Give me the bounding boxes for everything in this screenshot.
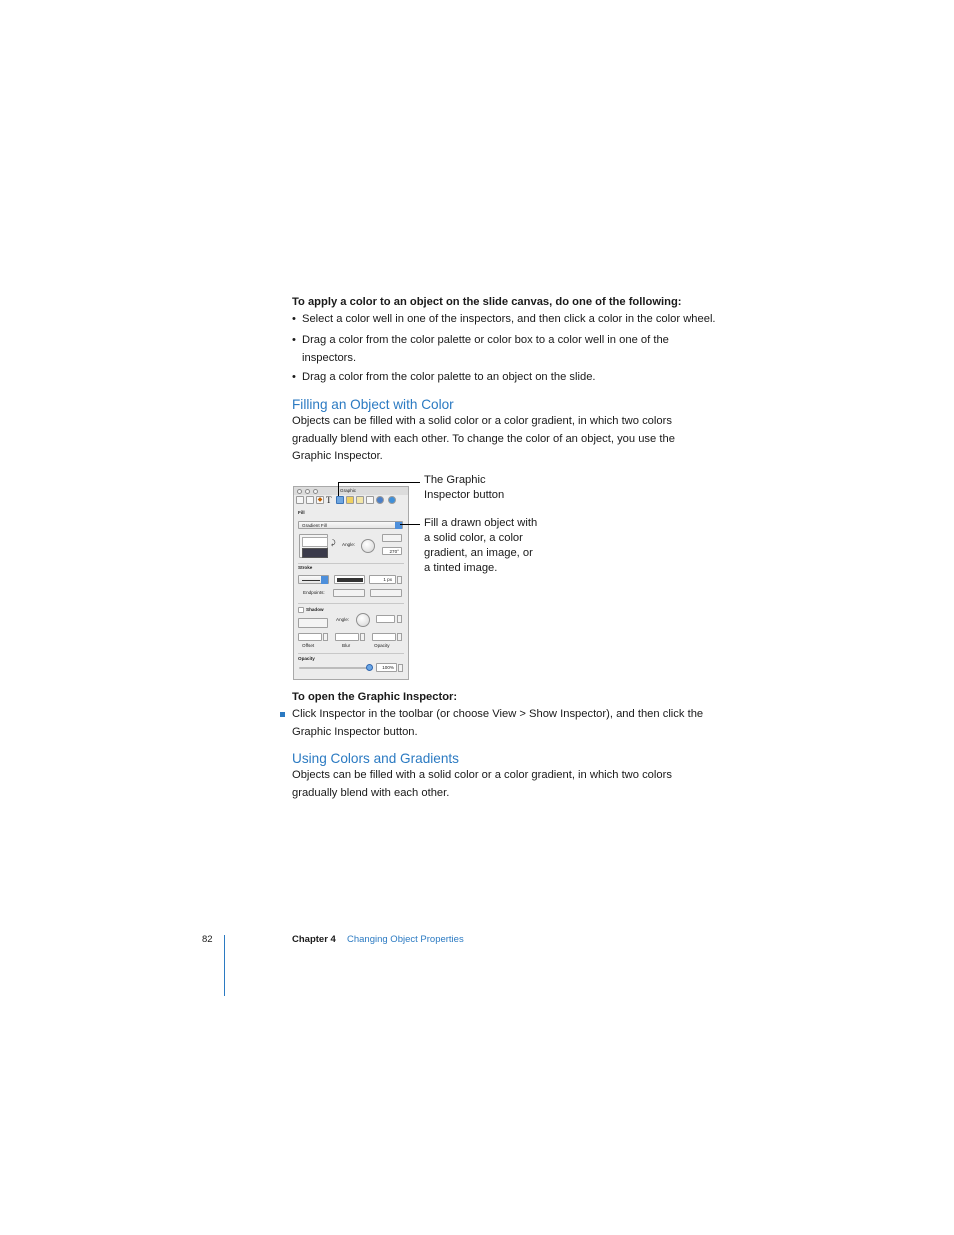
stroke-style-popup[interactable] xyxy=(298,575,329,584)
document-inspector-icon[interactable] xyxy=(296,496,304,504)
shadow-angle-wheel[interactable] xyxy=(356,613,370,627)
window-titlebar xyxy=(294,487,408,495)
chevron-down-icon xyxy=(321,576,328,584)
shadow-opacity-stepper[interactable] xyxy=(397,633,402,641)
shadow-color-well[interactable] xyxy=(298,618,328,628)
hyperlink-inspector-icon[interactable] xyxy=(376,496,384,504)
angle-label: Angle: xyxy=(342,542,356,547)
window-title: Graphic xyxy=(340,488,357,493)
divider xyxy=(298,563,404,564)
table-inspector-icon[interactable] xyxy=(356,496,364,504)
blur-label: Blur xyxy=(342,643,351,648)
section-body: Objects can be filled with a solid color or a color gradient, in which two colors gradually blend with each other. xyxy=(292,769,672,799)
angle-wheel[interactable] xyxy=(361,539,375,553)
gradient-end-color-well[interactable] xyxy=(302,548,328,558)
section-heading: Using Colors and Gradients xyxy=(292,751,459,766)
line-style-icon xyxy=(302,580,320,581)
intro-lead: To apply a color to an object on the slide canvas, do one of the following: xyxy=(292,296,682,308)
shadow-angle-stepper[interactable] xyxy=(397,615,402,623)
end-endpoint-popup[interactable] xyxy=(370,589,402,597)
footer-divider xyxy=(224,935,225,996)
square-bullet-icon xyxy=(280,712,285,717)
shadow-opacity-field[interactable] xyxy=(372,633,396,641)
opacity-section-label: Opacity xyxy=(298,656,315,661)
stroke-color-well[interactable] xyxy=(334,575,365,584)
quicktime-inspector-icon[interactable] xyxy=(388,496,396,504)
slide-inspector-icon[interactable] xyxy=(306,496,314,504)
gradient-color-wells xyxy=(299,534,328,558)
minimize-button[interactable] xyxy=(305,489,310,494)
callout-line xyxy=(338,482,420,483)
list-item-text: Drag a color from the color palette or color box to a color well in one of the inspectors. xyxy=(302,334,669,364)
build-inspector-icon[interactable]: ◆ xyxy=(317,497,323,503)
shadow-blur-stepper[interactable] xyxy=(360,633,365,641)
endpoints-label: Endpoints: xyxy=(303,590,325,595)
gradient-start-color-well[interactable] xyxy=(302,537,328,547)
opacity-slider-track[interactable] xyxy=(299,667,371,669)
graphic-inspector-icon[interactable] xyxy=(336,496,344,504)
callout-line xyxy=(338,482,339,496)
opacity-slider-knob[interactable] xyxy=(366,664,373,671)
list-item-text: Drag a color from the color palette to an object on the slide. xyxy=(302,371,596,383)
chart-inspector-icon[interactable] xyxy=(366,496,374,504)
fill-section-label: Fill xyxy=(298,510,305,515)
gradient-direction-buttons[interactable] xyxy=(382,534,402,542)
callout-line xyxy=(400,524,420,525)
stroke-section-label: Stroke xyxy=(298,565,313,570)
text-inspector-icon[interactable]: T xyxy=(326,495,332,505)
callout-graphic-inspector-button: The Graphic Inspector button xyxy=(424,474,505,501)
shadow-section-label: Shadow xyxy=(306,607,324,612)
angle-field[interactable]: 270° xyxy=(382,547,402,555)
shadow-checkbox[interactable] xyxy=(298,607,304,613)
shadow-blur-field[interactable] xyxy=(335,633,359,641)
shadow-angle-field[interactable] xyxy=(376,615,395,623)
swap-arrow-icon[interactable]: ⤸ xyxy=(331,540,336,547)
shadow-offset-stepper[interactable] xyxy=(323,633,328,641)
page-number: 82 xyxy=(202,934,213,945)
section-heading: Filling an Object with Color xyxy=(292,397,454,412)
list-item-text: Select a color well in one of the inspectors, and then click a color in the color wheel. xyxy=(302,313,716,325)
stroke-width-stepper[interactable] xyxy=(397,576,402,584)
offset-label: Offset xyxy=(302,643,315,648)
footer-chapter-title: Changing Object Properties xyxy=(347,934,464,945)
callout-fill: Fill a drawn object with a solid color, a color gradient, an image, or a tinted image. xyxy=(424,517,538,574)
opacity-stepper[interactable] xyxy=(398,664,403,672)
divider xyxy=(298,603,404,604)
graphic-inspector-window xyxy=(293,486,409,680)
shadow-offset-field[interactable] xyxy=(298,633,322,641)
procedure-step: Click Inspector in the toolbar (or choose View > Show Inspector), and then click the Graphic Inspector button. xyxy=(292,708,704,738)
stroke-width-field[interactable]: 1 px xyxy=(369,575,396,584)
metrics-inspector-icon[interactable] xyxy=(346,496,354,504)
zoom-button[interactable] xyxy=(313,489,318,494)
close-button[interactable] xyxy=(297,489,302,494)
section-body: Objects can be filled with a solid color or a color gradient, in which two colors gradually blend with each other. To change the color of an object, you use the Graphic Inspector. xyxy=(292,415,675,462)
divider xyxy=(298,653,404,654)
footer-chapter: Chapter 4 xyxy=(292,934,336,945)
shadow-angle-label: Angle: xyxy=(336,617,350,622)
start-endpoint-popup[interactable] xyxy=(333,589,365,597)
procedure-lead: To open the Graphic Inspector: xyxy=(292,691,458,703)
fill-type-popup[interactable]: Gradient Fill xyxy=(298,521,403,529)
shadow-opacity-label: Opacity xyxy=(374,643,390,648)
opacity-field[interactable]: 100% xyxy=(376,663,397,672)
